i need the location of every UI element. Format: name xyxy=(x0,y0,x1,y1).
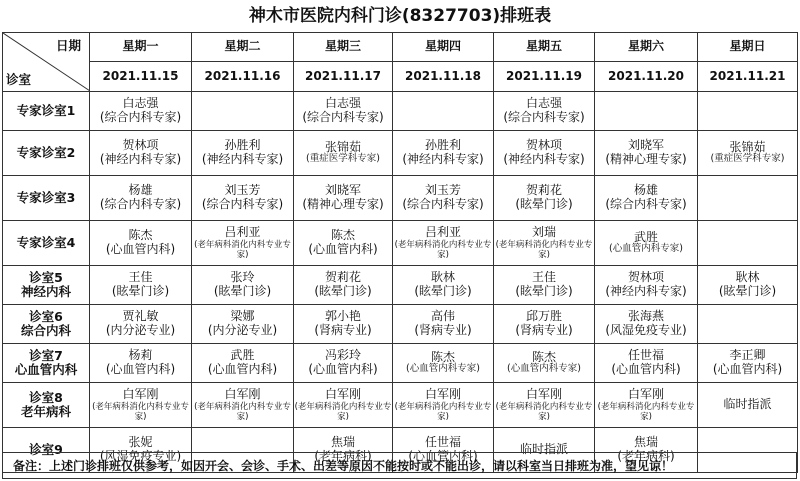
doctor-name: 陈杰 xyxy=(531,349,556,364)
doctor-cell xyxy=(698,383,798,428)
doctor-specialty: (综合内科专家) xyxy=(99,110,182,124)
doctor-cell xyxy=(294,221,393,266)
date-header: 2021.11.20 xyxy=(595,62,698,92)
empty-cell xyxy=(698,176,798,221)
doctor-cell xyxy=(595,383,698,428)
doctor-specialty: (神经内科专家) xyxy=(201,152,284,166)
room-label-line: 专家诊室4 xyxy=(16,234,76,250)
doctor-specialty: (眩晕门诊) xyxy=(515,284,573,298)
doctor-name: 白军刚 xyxy=(122,386,159,401)
doctor-cell xyxy=(90,92,192,131)
doctor-name: 陈杰 xyxy=(430,349,455,364)
doctor-specialty: (综合内科专家) xyxy=(302,110,384,124)
doctor-specialty: (心血管内科) xyxy=(408,449,478,463)
doctor-specialty: (老年病科消化内科专业专家) xyxy=(597,401,695,422)
empty-cell xyxy=(192,92,294,131)
day-header-row xyxy=(3,33,798,62)
doctor-name: 张妮 xyxy=(128,435,153,450)
doctor-name: 吕利亚 xyxy=(424,224,461,239)
day-header: 星期四 xyxy=(393,33,494,62)
doctor-specialty: (风湿免疫专业) xyxy=(99,449,182,463)
schedule-row xyxy=(3,305,798,344)
doctor-cell xyxy=(393,344,494,383)
doctor-name: 王佳 xyxy=(128,270,153,285)
doctor-name: 梁娜 xyxy=(230,309,255,324)
doctor-cell xyxy=(595,344,698,383)
doctor-cell xyxy=(494,383,595,428)
doctor-name: 吕利亚 xyxy=(224,224,261,239)
schedule-row xyxy=(3,131,798,176)
doctor-specialty: (肾病专业) xyxy=(414,323,472,337)
doctor-name: 任世福 xyxy=(424,435,461,450)
doctor-cell xyxy=(294,383,393,428)
date-header: 2021.11.18 xyxy=(393,62,494,92)
doctor-cell xyxy=(192,221,294,266)
schedule-table xyxy=(2,32,798,473)
doctor-name: 白军刚 xyxy=(525,386,562,401)
doctor-name: 陈杰 xyxy=(128,228,153,243)
doctor-name: 白志强 xyxy=(122,96,159,111)
doctor-name: 李正卿 xyxy=(729,348,766,363)
doctor-name: 张锦茹 xyxy=(324,139,361,154)
doctor-name: 杨雄 xyxy=(633,183,658,198)
schedule-row xyxy=(3,176,798,221)
doctor-specialty: (老年病科消化内科专业专家) xyxy=(194,401,291,422)
doctor-name: 焦瑞 xyxy=(330,435,355,450)
doctor-cell xyxy=(698,131,798,176)
room-label-line: 诊室9 xyxy=(29,441,63,457)
day-header: 星期一 xyxy=(90,33,192,62)
doctor-specialty: (老年病科消化内科专业专家) xyxy=(294,401,392,422)
doctor-name: 焦瑞 xyxy=(633,435,658,450)
doctor-cell xyxy=(698,344,798,383)
doctor-specialty: (精神心理专家) xyxy=(605,152,687,166)
doctor-cell xyxy=(90,383,192,428)
doctor-name: 刘玉芳 xyxy=(424,183,461,198)
room-label-line: 诊室5 xyxy=(29,269,63,285)
doctor-specialty: (综合内科专家) xyxy=(503,110,585,124)
doctor-name: 刘晓军 xyxy=(627,138,664,153)
doctor-specialty: (心血管内科专家) xyxy=(609,243,683,255)
room-label-line: 老年病科 xyxy=(20,404,71,419)
doctor-name: 武胜 xyxy=(230,348,255,363)
doctor-cell xyxy=(494,176,595,221)
room-label xyxy=(3,131,90,176)
doctor-cell xyxy=(494,266,595,305)
doctor-cell xyxy=(294,92,393,131)
doctor-cell xyxy=(294,344,393,383)
doctor-cell xyxy=(90,305,192,344)
doctor-specialty: (心血管内科) xyxy=(611,362,681,376)
doctor-name: 王佳 xyxy=(531,270,556,285)
doctor-specialty: (心血管内科) xyxy=(207,362,278,376)
empty-cell xyxy=(393,92,494,131)
doctor-cell xyxy=(494,221,595,266)
doctor-name: 贺莉花 xyxy=(324,270,361,285)
day-header: 星期日 xyxy=(698,33,798,62)
doctor-cell xyxy=(494,131,595,176)
doctor-cell xyxy=(90,266,192,305)
doctor-specialty: (肾病专业) xyxy=(314,323,372,337)
doctor-name: 耿林 xyxy=(430,270,455,285)
doctor-specialty: (心血管内科专家) xyxy=(507,363,581,375)
doctor-specialty: (老年病科消化内科专业专家) xyxy=(92,401,189,422)
doctor-name: 白军刚 xyxy=(424,386,461,401)
doctor-specialty: (眩晕门诊) xyxy=(515,197,573,211)
doctor-name: 耿林 xyxy=(735,270,760,285)
doctor-specialty: (重症医学科专家) xyxy=(710,153,785,165)
doctor-name: 白志强 xyxy=(324,96,361,111)
doctor-specialty: (眩晕门诊) xyxy=(111,284,170,298)
doctor-cell xyxy=(595,131,698,176)
doctor-specialty: (心血管内科) xyxy=(105,362,176,376)
doctor-cell xyxy=(294,176,393,221)
schedule-row xyxy=(3,383,798,428)
doctor-specialty: (神经内科专家) xyxy=(605,284,687,298)
corner-date-label: 日期 xyxy=(55,38,81,53)
doctor-name: 陈杰 xyxy=(330,228,355,243)
day-header: 星期五 xyxy=(494,33,595,62)
room-label-line: 综合内科 xyxy=(20,323,71,338)
schedule-row xyxy=(3,266,798,305)
doctor-specialty: (精神心理专家) xyxy=(302,197,384,211)
room-label-line: 专家诊室1 xyxy=(16,102,76,118)
doctor-name: 张海燕 xyxy=(627,309,664,324)
day-header: 星期六 xyxy=(595,33,698,62)
doctor-cell xyxy=(494,92,595,131)
doctor-cell xyxy=(393,266,494,305)
doctor-name: 高伟 xyxy=(430,309,455,324)
doctor-specialty: (眩晕门诊) xyxy=(213,284,272,298)
date-header: 2021.11.17 xyxy=(294,62,393,92)
room-label-line: 诊室6 xyxy=(29,308,63,324)
doctor-specialty: (眩晕门诊) xyxy=(314,284,372,298)
doctor-cell xyxy=(393,131,494,176)
doctor-specialty: (神经内科专家) xyxy=(402,152,484,166)
room-label xyxy=(3,305,90,344)
doctor-name: 白军刚 xyxy=(324,386,361,401)
doctor-specialty: (综合内科专家) xyxy=(201,197,284,211)
doctor-cell xyxy=(393,176,494,221)
doctor-cell xyxy=(294,131,393,176)
doctor-specialty: (心血管内科) xyxy=(308,242,378,256)
doctor-specialty: (心血管内科) xyxy=(712,362,783,376)
doctor-cell xyxy=(192,344,294,383)
doctor-name: 贺莉花 xyxy=(525,183,562,198)
doctor-specialty: (内分泌专业) xyxy=(105,323,176,337)
date-header: 2021.11.15 xyxy=(90,62,192,92)
doctor-cell xyxy=(192,383,294,428)
doctor-name: 张锦茹 xyxy=(729,139,766,154)
doctor-name: 贾礼敏 xyxy=(122,309,159,324)
doctor-specialty: (重症医学科专家) xyxy=(306,153,380,165)
room-label xyxy=(3,221,90,266)
doctor-specialty: (肾病专业) xyxy=(515,323,573,337)
doctor-cell xyxy=(192,176,294,221)
doctor-name: 孙胜利 xyxy=(224,138,261,153)
empty-cell xyxy=(595,92,698,131)
doctor-cell xyxy=(698,266,798,305)
doctor-name: 刘晓军 xyxy=(324,183,361,198)
doctor-name: 冯彩玲 xyxy=(324,348,361,363)
doctor-specialty: (风湿免疫专业) xyxy=(605,323,687,337)
doctor-cell xyxy=(294,266,393,305)
corner-room-label: 诊室 xyxy=(6,71,32,87)
empty-cell xyxy=(698,92,798,131)
doctor-name: 贺林项 xyxy=(627,270,664,285)
doctor-name: 白军刚 xyxy=(224,386,261,401)
date-header-row xyxy=(3,62,798,92)
room-label-line: 心血管内科 xyxy=(14,362,78,377)
doctor-cell xyxy=(90,131,192,176)
room-label xyxy=(3,266,90,305)
doctor-name: 临时指派 xyxy=(519,442,568,457)
room-label-line: 专家诊室2 xyxy=(16,144,76,160)
doctor-cell xyxy=(393,221,494,266)
doctor-cell xyxy=(494,344,595,383)
room-label-line: 诊室7 xyxy=(29,347,63,363)
page-title: 神木市医院内科门诊(8327703)排班表 xyxy=(248,6,552,26)
doctor-specialty: (眩晕门诊) xyxy=(414,284,472,298)
doctor-cell xyxy=(192,266,294,305)
room-label-line: 神经内科 xyxy=(20,284,71,299)
doctor-cell xyxy=(294,305,393,344)
doctor-cell xyxy=(90,221,192,266)
day-header: 星期三 xyxy=(294,33,393,62)
doctor-name: 任世福 xyxy=(627,348,664,363)
doctor-name: 孙胜利 xyxy=(424,138,461,153)
doctor-name: 临时指派 xyxy=(723,397,772,412)
doctor-cell xyxy=(595,266,698,305)
doctor-specialty: (神经内科专家) xyxy=(99,152,182,166)
date-header: 2021.11.19 xyxy=(494,62,595,92)
doctor-name: 贺林项 xyxy=(122,138,159,153)
doctor-name: 白志强 xyxy=(525,96,562,111)
schedule-row xyxy=(3,221,798,266)
doctor-name: 邱万胜 xyxy=(525,309,562,324)
doctor-specialty: (神经内科专家) xyxy=(503,152,585,166)
date-header: 2021.11.16 xyxy=(192,62,294,92)
doctor-cell xyxy=(393,305,494,344)
doctor-cell xyxy=(595,221,698,266)
room-label-line: 诊室8 xyxy=(29,389,63,405)
corner-cell xyxy=(3,33,90,92)
doctor-cell xyxy=(595,176,698,221)
room-label xyxy=(3,92,90,131)
footnote: 备注：上述门诊排班仅供参考，如因开会、会诊、手术、出差等原因不能按时或不能出诊，请以科室当日排班为准，望见谅！ xyxy=(2,452,797,479)
doctor-cell xyxy=(192,131,294,176)
doctor-cell xyxy=(90,176,192,221)
schedule-row xyxy=(3,344,798,383)
doctor-name: 张玲 xyxy=(230,270,255,285)
room-label-line: 专家诊室3 xyxy=(16,189,76,205)
doctor-specialty: (老年病科消化内科专业专家) xyxy=(495,239,593,260)
doctor-name: 白军刚 xyxy=(627,386,664,401)
doctor-cell xyxy=(192,305,294,344)
doctor-name: 刘瑞 xyxy=(531,224,556,239)
doctor-specialty: (老年病科) xyxy=(314,449,372,463)
doctor-specialty: (老年病科消化内科专业专家) xyxy=(495,401,593,422)
doctor-cell xyxy=(90,344,192,383)
room-label xyxy=(3,176,90,221)
doctor-specialty: (心血管内科) xyxy=(308,362,378,376)
schedule-row xyxy=(3,92,798,131)
doctor-cell xyxy=(393,383,494,428)
room-label xyxy=(3,383,90,428)
day-header: 星期二 xyxy=(192,33,294,62)
doctor-specialty: (老年病科) xyxy=(617,449,675,463)
doctor-cell xyxy=(494,305,595,344)
doctor-specialty: (老年病科消化内科专业专家) xyxy=(394,401,492,422)
doctor-specialty: (老年病科消化内科专业专家) xyxy=(394,239,492,260)
doctor-specialty: (综合内科专家) xyxy=(605,197,687,211)
empty-cell xyxy=(698,305,798,344)
doctor-name: 武胜 xyxy=(633,229,658,244)
doctor-specialty: (老年病科消化内科专业专家) xyxy=(194,239,291,260)
doctor-name: 郭小艳 xyxy=(324,309,361,324)
doctor-specialty: (心血管内科) xyxy=(105,242,176,256)
doctor-specialty: (综合内科专家) xyxy=(402,197,484,211)
empty-cell xyxy=(698,221,798,266)
doctor-cell xyxy=(595,305,698,344)
doctor-name: 杨莉 xyxy=(128,348,153,363)
doctor-specialty: (眩晕门诊) xyxy=(718,284,777,298)
date-header: 2021.11.21 xyxy=(698,62,798,92)
doctor-specialty: (综合内科专家) xyxy=(99,197,182,211)
doctor-name: 贺林项 xyxy=(525,138,562,153)
room-label xyxy=(3,344,90,383)
doctor-specialty: (内分泌专业) xyxy=(207,323,278,337)
doctor-name: 刘玉芳 xyxy=(224,183,261,198)
doctor-specialty: (心血管内科专家) xyxy=(406,363,480,375)
doctor-name: 杨雄 xyxy=(128,183,153,198)
